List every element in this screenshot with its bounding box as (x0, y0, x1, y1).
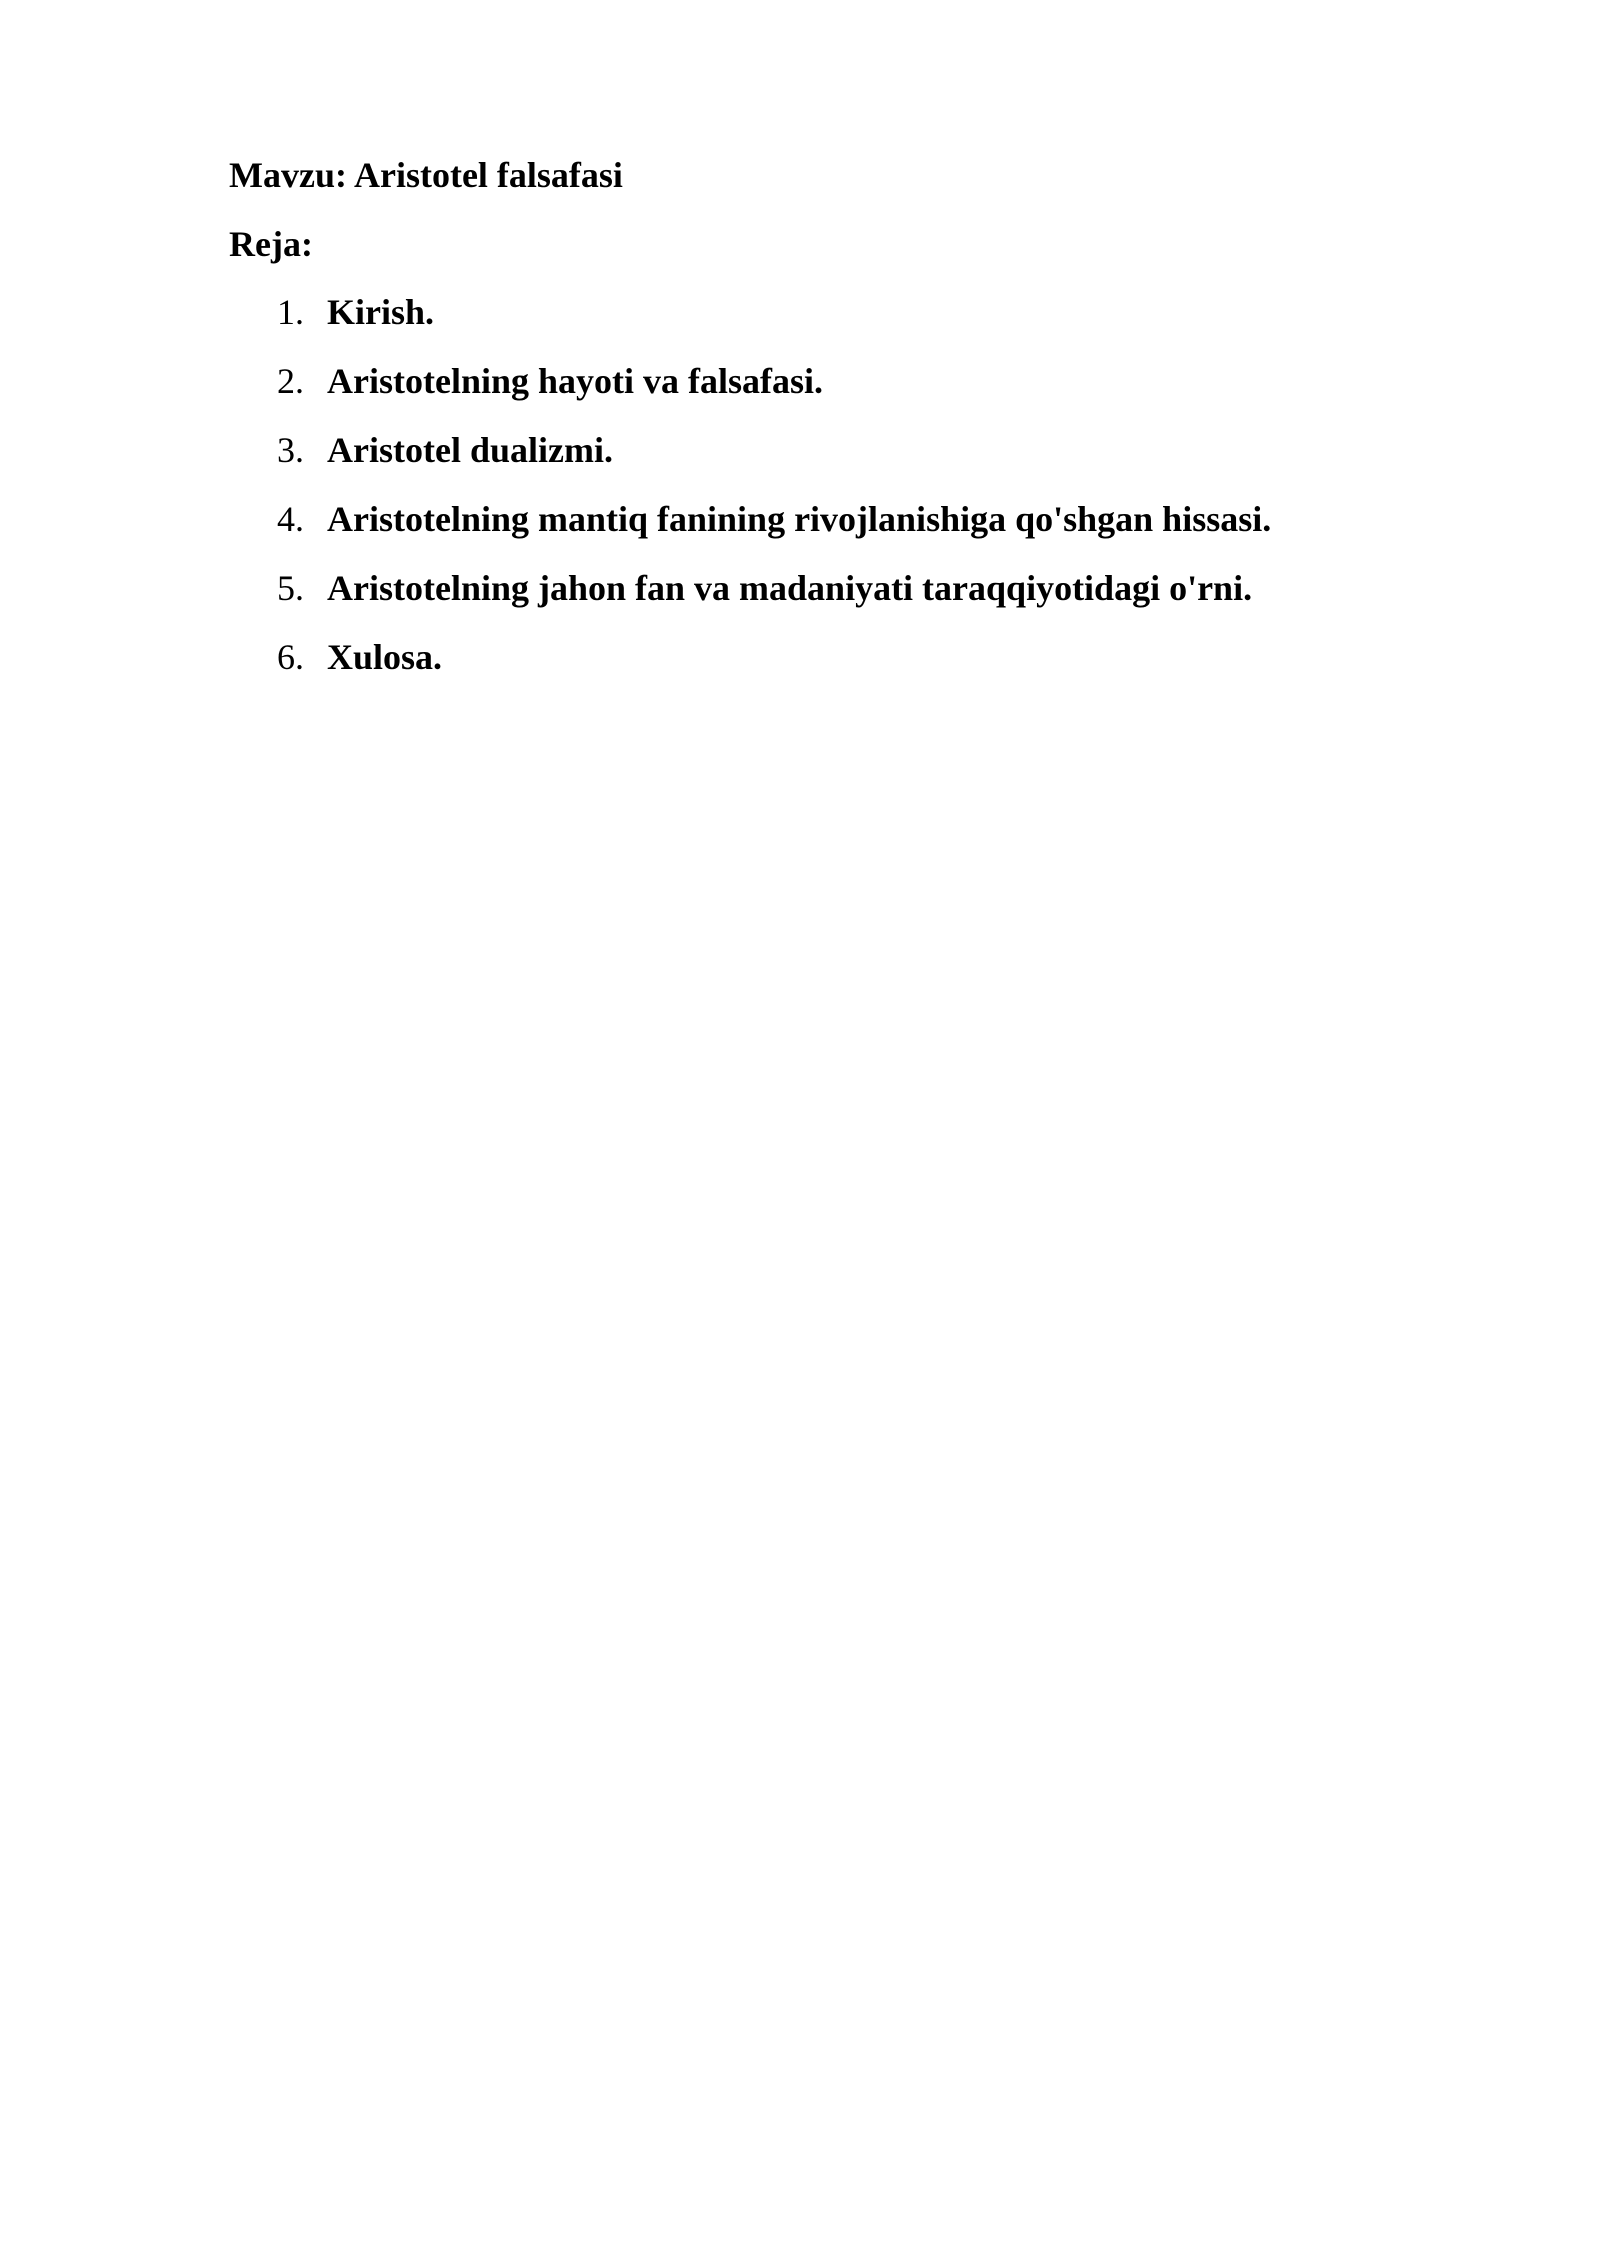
plan-item-number: 1. (277, 292, 304, 332)
plan-item-number: 6. (277, 637, 304, 677)
plan-heading: Reja: (229, 224, 313, 264)
plan-item-number: 4. (277, 499, 304, 539)
plan-item-text: Aristotelning hayoti va falsafasi. (327, 361, 824, 401)
plan-item-text: Xulosa. (327, 637, 443, 677)
plan-item-text: Aristotel dualizmi. (327, 430, 613, 470)
plan-item-text: Aristotelning jahon fan va madaniyati taraqqiyotidagi o'rni. (327, 568, 1253, 608)
plan-item-number: 2. (277, 361, 304, 401)
plan-item-text: Aristotelning mantiq fanining rivojlanishiga qo'shgan hissasi. (327, 499, 1272, 539)
plan-item-number: 3. (277, 430, 304, 470)
document-topic: Mavzu: Aristotel falsafasi (229, 155, 623, 195)
plan-item-text: Kirish. (327, 292, 435, 332)
plan-item-number: 5. (277, 568, 304, 608)
